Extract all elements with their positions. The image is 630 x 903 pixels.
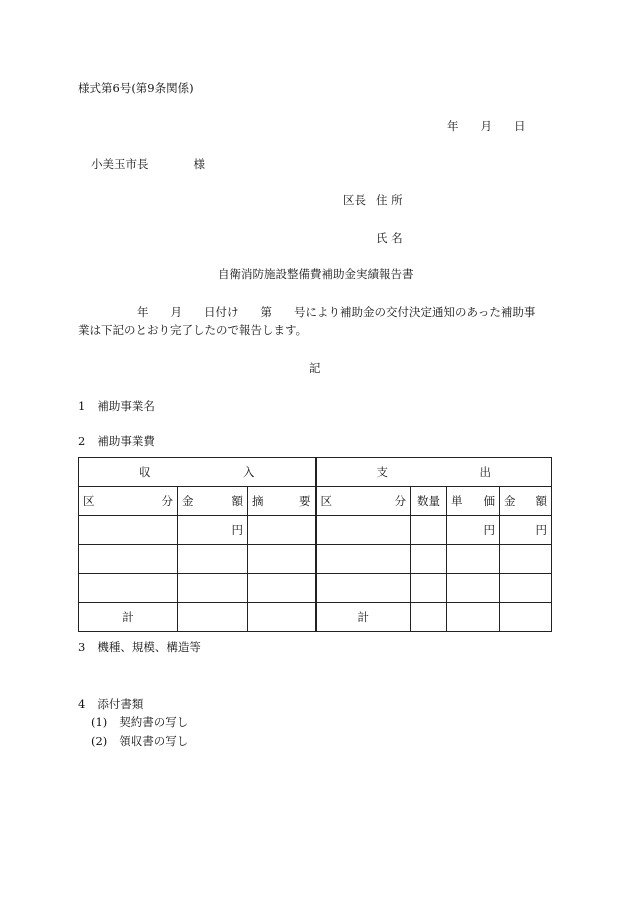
cell-expense-kubun bbox=[316, 574, 411, 603]
attachment-number: (1) bbox=[91, 715, 108, 729]
yen-unit: 円 bbox=[483, 523, 496, 537]
yen-unit: 円 bbox=[535, 523, 548, 537]
expense-table bbox=[78, 457, 552, 632]
col-expense-unit-price-2: 価 bbox=[483, 494, 496, 508]
attachment-number: (2) bbox=[91, 734, 108, 748]
col-income-note-2: 要 bbox=[299, 494, 311, 508]
cell-expense-unit-price bbox=[447, 574, 500, 603]
addressee-honorific: 様 bbox=[193, 157, 205, 171]
body-line-1 bbox=[137, 305, 535, 319]
table-row bbox=[79, 574, 552, 603]
cell-expense-unit-price bbox=[447, 545, 500, 574]
date-day-label: 日 bbox=[514, 119, 526, 133]
expense-header-1: 支 bbox=[376, 465, 389, 479]
body-text: 号により補助金の交付決定通知のあった補助事 bbox=[294, 305, 536, 319]
section-1 bbox=[78, 399, 155, 413]
addressee-line bbox=[91, 157, 205, 171]
date-month-label: 月 bbox=[480, 119, 492, 133]
cell-expense-total-unit-price bbox=[447, 603, 500, 632]
expense-header-cell bbox=[316, 458, 552, 487]
body-year: 年 bbox=[137, 305, 149, 319]
cell-income-note bbox=[248, 574, 316, 603]
cell-expense-amount bbox=[500, 574, 552, 603]
cell-income-kubun bbox=[79, 574, 178, 603]
yen-unit: 円 bbox=[231, 523, 243, 537]
date-line bbox=[447, 119, 526, 133]
body-date-suffix: 日付け bbox=[204, 305, 239, 319]
body-number-prefix: 第 bbox=[260, 305, 272, 319]
cell-income-amount bbox=[178, 545, 248, 574]
section-3-number: 3 bbox=[78, 640, 86, 654]
section-3 bbox=[78, 640, 201, 654]
table-column-row bbox=[79, 487, 552, 516]
income-total-label: 計 bbox=[122, 610, 134, 624]
cell-income-note bbox=[248, 545, 316, 574]
cell-expense-qty bbox=[411, 574, 447, 603]
cell-expense-total-qty bbox=[411, 603, 447, 632]
cell-income-kubun bbox=[79, 516, 178, 545]
col-expense-unit-price-1: 単 bbox=[451, 494, 463, 508]
applicant-prefix: 区長 bbox=[343, 193, 366, 207]
section-4-label: 添付書類 bbox=[97, 697, 144, 711]
col-income-kubun-2: 分 bbox=[161, 494, 173, 508]
attachment-item bbox=[91, 715, 188, 729]
col-income-amount-2: 額 bbox=[231, 494, 243, 508]
col-expense-unit-price bbox=[447, 487, 500, 516]
col-income-kubun-1: 区 bbox=[83, 494, 95, 508]
income-header-1: 収 bbox=[139, 465, 151, 479]
table-total-row bbox=[79, 603, 552, 632]
body-month: 月 bbox=[170, 305, 182, 319]
col-expense-kubun-1: 区 bbox=[320, 494, 333, 508]
cell-income-amount bbox=[178, 516, 248, 545]
col-expense-qty-label: 数量 bbox=[417, 494, 441, 508]
col-expense-qty bbox=[411, 487, 447, 516]
attachment-label: 契約書の写し bbox=[119, 715, 189, 729]
income-header-2: 入 bbox=[243, 465, 255, 479]
col-expense-amount-2: 額 bbox=[535, 494, 548, 508]
table-row bbox=[79, 545, 552, 574]
address-label: 住 所 bbox=[376, 193, 403, 207]
col-income-kubun bbox=[79, 487, 178, 516]
addressee-name: 小美玉市長 bbox=[91, 157, 149, 171]
table-row bbox=[79, 516, 552, 545]
section-3-label: 機種、規模、構造等 bbox=[97, 640, 201, 654]
name-label: 氏 名 bbox=[376, 231, 403, 245]
section-2-label: 補助事業費 bbox=[97, 434, 155, 448]
cell-income-kubun bbox=[79, 545, 178, 574]
cell-expense-amount bbox=[500, 516, 552, 545]
cell-expense-total-label bbox=[316, 603, 411, 632]
cell-income-total-label bbox=[79, 603, 178, 632]
applicant-address-line bbox=[343, 193, 403, 207]
cell-expense-qty bbox=[411, 516, 447, 545]
table-header-row bbox=[79, 458, 552, 487]
col-expense-kubun bbox=[316, 487, 411, 516]
cell-income-note bbox=[248, 516, 316, 545]
col-income-note-1: 摘 bbox=[252, 494, 264, 508]
expense-total-label: 計 bbox=[357, 610, 370, 624]
col-expense-kubun-2: 分 bbox=[394, 494, 407, 508]
cell-income-amount bbox=[178, 574, 248, 603]
cell-income-total-note bbox=[248, 603, 316, 632]
cell-expense-amount bbox=[500, 545, 552, 574]
expense-header-2: 出 bbox=[479, 465, 492, 479]
section-2-number: 2 bbox=[78, 434, 86, 448]
cell-expense-unit-price bbox=[447, 516, 500, 545]
date-year-label: 年 bbox=[447, 119, 459, 133]
section-4-number: 4 bbox=[78, 697, 86, 711]
section-1-label: 補助事業名 bbox=[97, 399, 155, 413]
col-income-note bbox=[248, 487, 316, 516]
attachment-label: 領収書の写し bbox=[119, 734, 189, 748]
col-income-amount bbox=[178, 487, 248, 516]
form-number: 様式第6号(第9条関係) bbox=[78, 81, 194, 95]
col-expense-amount-1: 金 bbox=[504, 494, 516, 508]
attachment-item bbox=[91, 734, 188, 748]
col-expense-amount bbox=[500, 487, 552, 516]
cell-expense-kubun bbox=[316, 545, 411, 574]
col-income-amount-1: 金 bbox=[182, 494, 194, 508]
section-1-number: 1 bbox=[78, 399, 86, 413]
cell-income-total-amount bbox=[178, 603, 248, 632]
ki-label: 記 bbox=[309, 361, 321, 375]
cell-expense-qty bbox=[411, 545, 447, 574]
body-line-2: 業は下記のとおり完了したので報告します。 bbox=[78, 323, 308, 337]
cell-expense-total-amount bbox=[500, 603, 552, 632]
cell-expense-kubun bbox=[316, 516, 411, 545]
section-4 bbox=[78, 697, 143, 711]
section-2 bbox=[78, 434, 155, 448]
document-title: 自衛消防施設整備費補助金実績報告書 bbox=[218, 267, 414, 281]
income-header-cell bbox=[79, 458, 316, 487]
